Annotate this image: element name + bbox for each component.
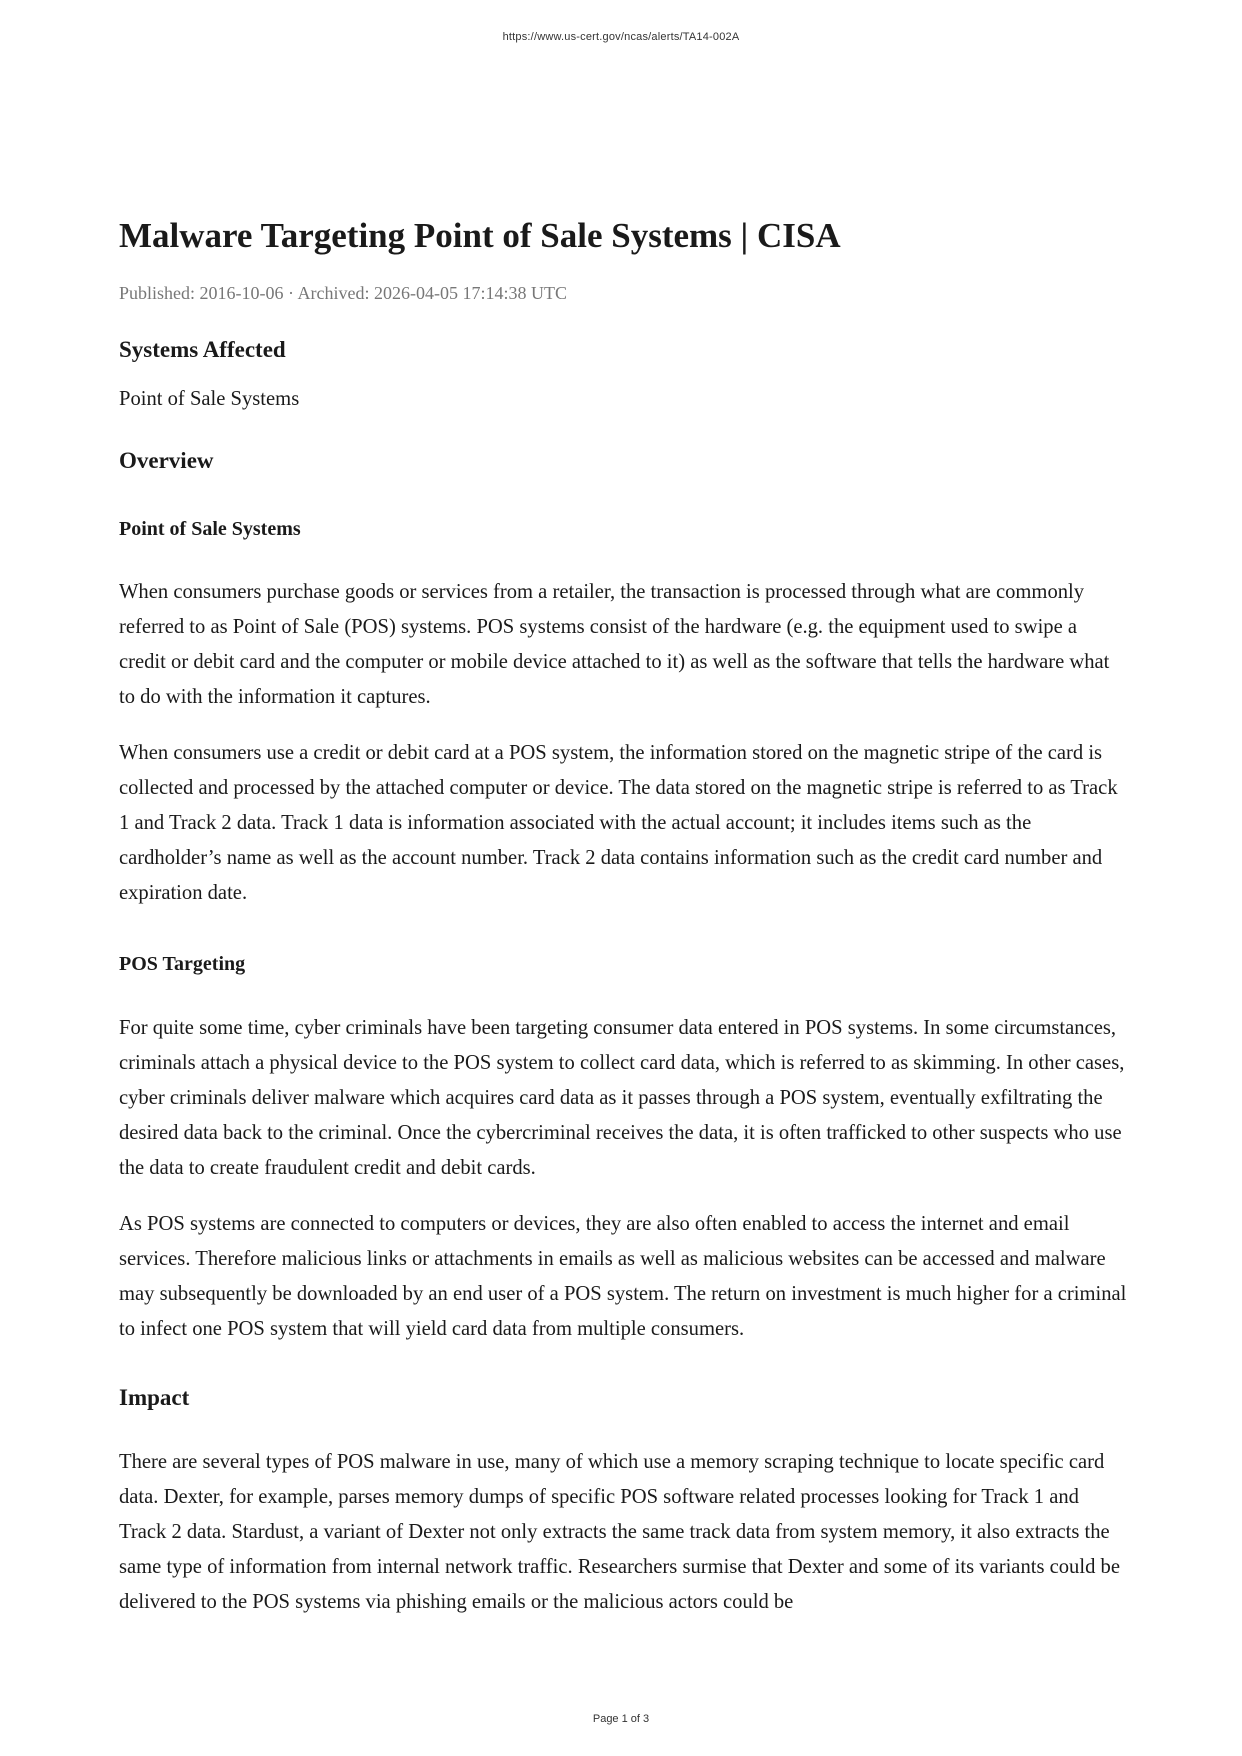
page-number: Page 1 of 3 bbox=[592, 1713, 650, 1725]
paragraph-impact: There are several types of POS malware in use, many of which use a memory scraping technique to locate specific card data. Dexter, for example, parses memory dumps of specific POS software related processes looking for Track 1 and Track 2 data. Stardust, a variant of Dexter not only extracts the same track data from system memory, it also extracts the same type of information from internal network traffic. Researchers surmise that Dexter and some of its variants could be delivered to the POS systems via phishing emails or the malicious actors could be bbox=[119, 1451, 1120, 1613]
section-heading-overview: Overview bbox=[119, 448, 214, 473]
publish-meta: Published: 2016-10-06 · Archived: 2026-04-05 17:14:38 UTC bbox=[119, 283, 567, 303]
paragraph-magnetic-stripe: When consumers use a credit or debit card at a POS system, the information stored on the magnetic stripe of the card is collected and processed by the attached computer or device. The data stored on the magnetic stripe is referred to as Track 1 and Track 2 data. Track 1 data is information associated with the actual account; it includes items such as the cardholder’s name as well as the account number. Track 2 data contains information such as the credit card number and expiration date. bbox=[119, 742, 1118, 904]
article bbox=[119, 208, 1129, 1620]
subheading-point-of-sale-systems: Point of Sale Systems bbox=[119, 518, 301, 540]
systems-affected-text: Point of Sale Systems bbox=[119, 388, 300, 410]
section-heading-systems-affected: Systems Affected bbox=[119, 337, 286, 362]
subheading-pos-targeting: POS Targeting bbox=[119, 953, 246, 975]
page-title: Malware Targeting Point of Sale Systems | CISA bbox=[119, 216, 841, 255]
paragraph-connected-systems: As POS systems are connected to computers or devices, they are also often enabled to access the internet and email services. Therefore malicious links or attachments in emails as well as malicious websites can be accessed and malware may subsequently be downloaded by an end user of a POS system. The return on investment is much higher for a criminal to infect one POS system that will yield card data from multiple consumers. bbox=[119, 1213, 1127, 1340]
paragraph-pos-intro: When consumers purchase goods or services from a retailer, the transaction is processed through what are commonly referred to as Point of Sale (POS) systems. POS systems consist of the hardware (e.g. the equipment used to swipe a credit or debit card and the computer or mobile device attached to it) as well as the software that tells the hardware what to do with the information it captures. bbox=[119, 581, 1110, 708]
page-url-header: https://www.us-cert.gov/ncas/alerts/TA14-002A bbox=[502, 31, 740, 43]
section-heading-impact: Impact bbox=[119, 1385, 190, 1410]
paragraph-targeting: For quite some time, cyber criminals have been targeting consumer data entered in POS systems. In some circumstances, criminals attach a physical device to the POS system to collect card data, which is referred to as skimming. In other cases, cyber criminals deliver malware which acquires card data as it passes through a POS system, eventually exfiltrating the desired data back to the criminal. Once the cybercriminal receives the data, it is often trafficked to other suspects who use the data to create fraudulent credit and debit cards. bbox=[119, 1017, 1125, 1179]
